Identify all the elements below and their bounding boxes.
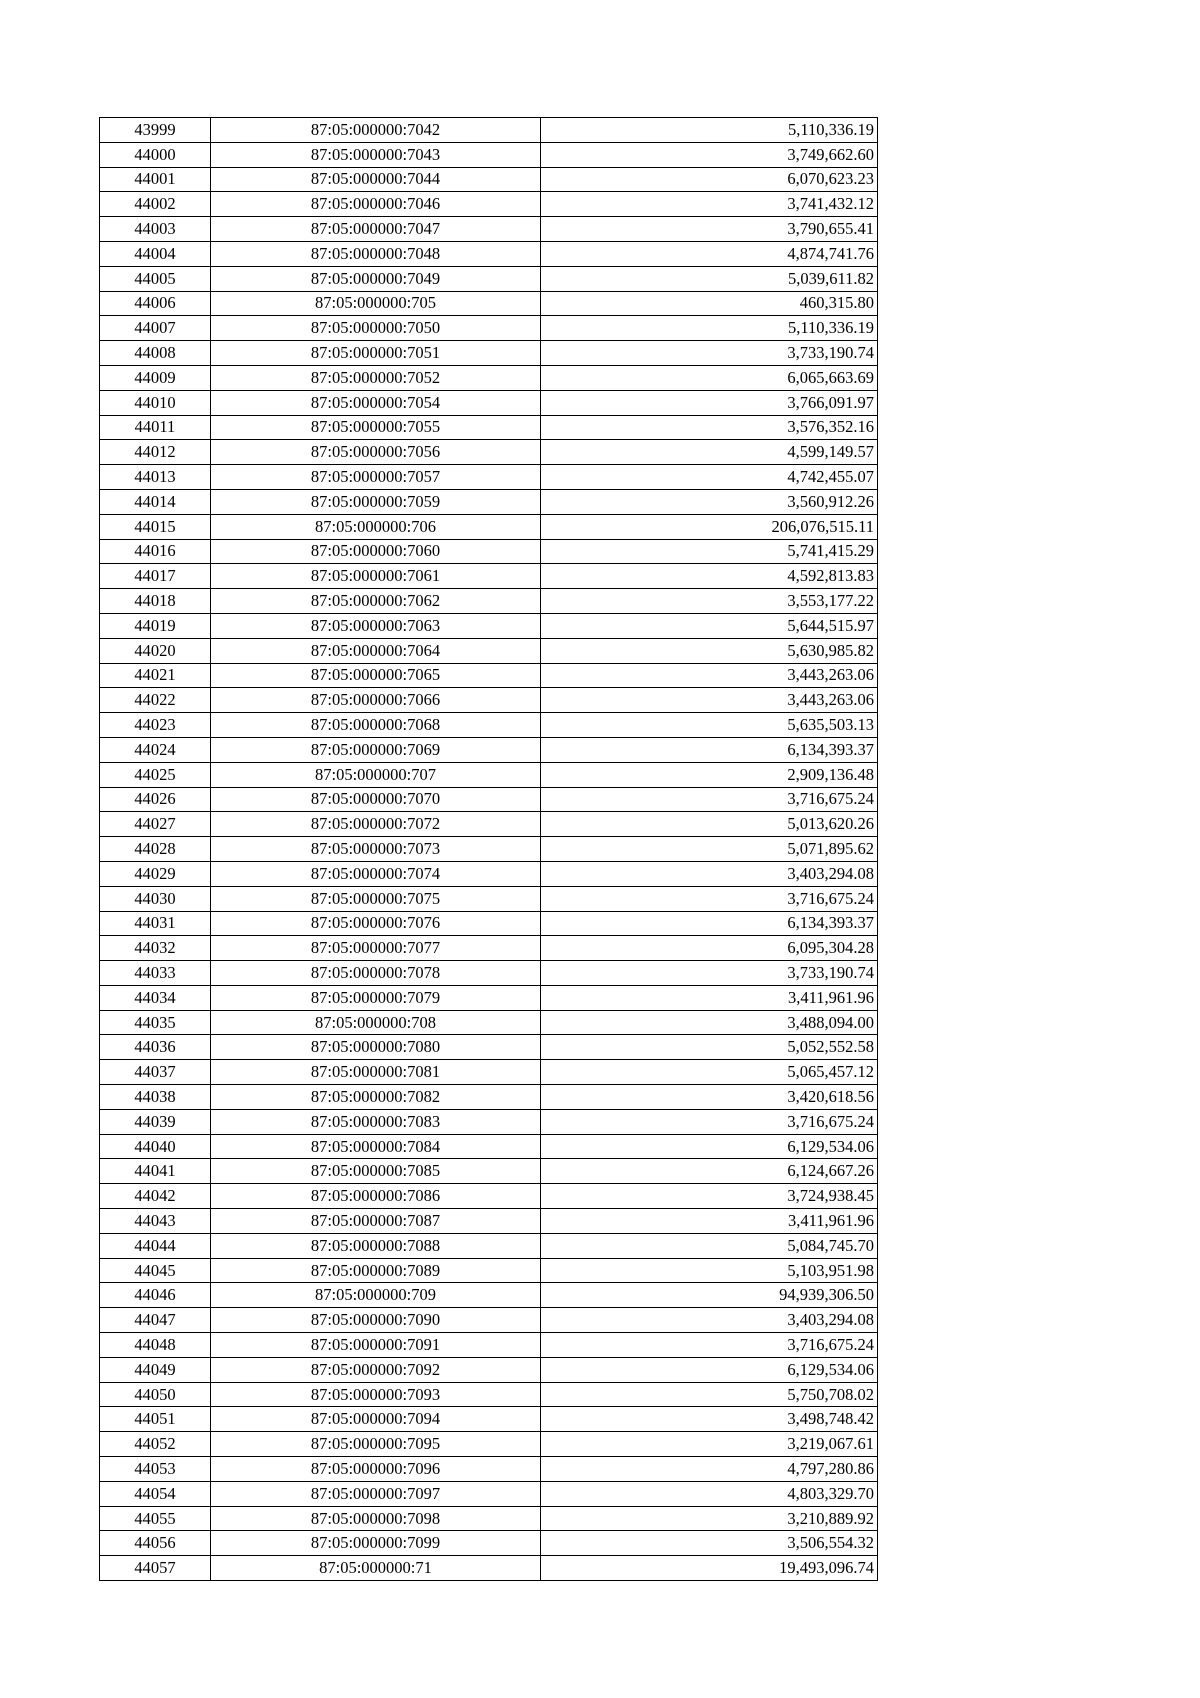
- row-number-cell: 44021: [100, 663, 211, 688]
- row-number-cell: 44036: [100, 1035, 211, 1060]
- value-cell: 3,210,889.92: [541, 1506, 878, 1531]
- table-row: [100, 440, 878, 465]
- table-row: [100, 266, 878, 291]
- row-number-cell: 44013: [100, 465, 211, 490]
- value-cell: 3,766,091.97: [541, 390, 878, 415]
- cadastral-number-cell: 87:05:000000:7076: [211, 911, 541, 936]
- row-number-cell: 44035: [100, 1010, 211, 1035]
- cadastral-number-cell: 87:05:000000:707: [211, 762, 541, 787]
- value-cell: 3,553,177.22: [541, 589, 878, 614]
- cadastral-number-cell: 87:05:000000:7092: [211, 1357, 541, 1382]
- row-number-cell: 44045: [100, 1258, 211, 1283]
- cadastral-number-cell: 87:05:000000:7080: [211, 1035, 541, 1060]
- value-cell: 3,716,675.24: [541, 787, 878, 812]
- value-cell: 4,797,280.86: [541, 1457, 878, 1482]
- value-cell: 6,134,393.37: [541, 737, 878, 762]
- row-number-cell: 44040: [100, 1134, 211, 1159]
- value-cell: 6,095,304.28: [541, 936, 878, 961]
- row-number-cell: 44007: [100, 316, 211, 341]
- cadastral-number-cell: 87:05:000000:7055: [211, 415, 541, 440]
- value-cell: 3,443,263.06: [541, 663, 878, 688]
- cadastral-number-cell: 87:05:000000:71: [211, 1556, 541, 1581]
- table-row: [100, 1159, 878, 1184]
- row-number-cell: 44048: [100, 1333, 211, 1358]
- cadastral-number-cell: 87:05:000000:7097: [211, 1481, 541, 1506]
- row-number-cell: 44022: [100, 688, 211, 713]
- cadastral-number-cell: 87:05:000000:7049: [211, 266, 541, 291]
- cadastral-number-cell: 87:05:000000:7070: [211, 787, 541, 812]
- value-cell: 94,939,306.50: [541, 1283, 878, 1308]
- table-row: [100, 489, 878, 514]
- value-cell: 3,741,432.12: [541, 192, 878, 217]
- value-cell: 4,803,329.70: [541, 1481, 878, 1506]
- value-cell: 3,790,655.41: [541, 217, 878, 242]
- row-number-cell: 44042: [100, 1184, 211, 1209]
- value-cell: 5,110,336.19: [541, 118, 878, 143]
- table-row: [100, 762, 878, 787]
- table-row: [100, 167, 878, 192]
- row-number-cell: 44055: [100, 1506, 211, 1531]
- table-row: [100, 365, 878, 390]
- row-number-cell: 44028: [100, 837, 211, 862]
- row-number-cell: 44052: [100, 1432, 211, 1457]
- cadastral-number-cell: 87:05:000000:7069: [211, 737, 541, 762]
- value-cell: 3,733,190.74: [541, 341, 878, 366]
- value-cell: 5,630,985.82: [541, 638, 878, 663]
- row-number-cell: 44041: [100, 1159, 211, 1184]
- value-cell: 3,576,352.16: [541, 415, 878, 440]
- table-row: [100, 1109, 878, 1134]
- value-cell: 3,411,961.96: [541, 985, 878, 1010]
- value-cell: 3,403,294.08: [541, 861, 878, 886]
- table-row: [100, 465, 878, 490]
- row-number-cell: 44032: [100, 936, 211, 961]
- value-cell: 3,219,067.61: [541, 1432, 878, 1457]
- table-row: [100, 514, 878, 539]
- row-number-cell: 44033: [100, 961, 211, 986]
- value-cell: 5,084,745.70: [541, 1233, 878, 1258]
- row-number-cell: 44027: [100, 812, 211, 837]
- table-row: [100, 1556, 878, 1581]
- table-row: [100, 613, 878, 638]
- cadastral-number-cell: 87:05:000000:7083: [211, 1109, 541, 1134]
- cadastral-number-cell: 87:05:000000:7073: [211, 837, 541, 862]
- cadastral-number-cell: 87:05:000000:7066: [211, 688, 541, 713]
- cadastral-number-cell: 87:05:000000:708: [211, 1010, 541, 1035]
- table-row: [100, 1308, 878, 1333]
- value-cell: 5,103,951.98: [541, 1258, 878, 1283]
- table-row: [100, 936, 878, 961]
- row-number-cell: 44009: [100, 365, 211, 390]
- row-number-cell: 44015: [100, 514, 211, 539]
- value-cell: 3,716,675.24: [541, 1109, 878, 1134]
- value-cell: 5,071,895.62: [541, 837, 878, 862]
- row-number-cell: 44016: [100, 539, 211, 564]
- cadastral-number-cell: 87:05:000000:7077: [211, 936, 541, 961]
- value-cell: 6,129,534.06: [541, 1134, 878, 1159]
- value-cell: 5,750,708.02: [541, 1382, 878, 1407]
- row-number-cell: 44020: [100, 638, 211, 663]
- value-cell: 3,443,263.06: [541, 688, 878, 713]
- cadastral-value-table: [99, 117, 878, 1581]
- value-cell: 3,733,190.74: [541, 961, 878, 986]
- cadastral-number-cell: 87:05:000000:7087: [211, 1209, 541, 1234]
- row-number-cell: 44037: [100, 1060, 211, 1085]
- table-row: [100, 118, 878, 143]
- row-number-cell: 44029: [100, 861, 211, 886]
- table-row: [100, 1432, 878, 1457]
- table-row: [100, 241, 878, 266]
- table-row: [100, 1457, 878, 1482]
- cadastral-number-cell: 87:05:000000:7082: [211, 1085, 541, 1110]
- cadastral-number-cell: 87:05:000000:7050: [211, 316, 541, 341]
- value-cell: 4,592,813.83: [541, 564, 878, 589]
- row-number-cell: 44002: [100, 192, 211, 217]
- cadastral-number-cell: 87:05:000000:7046: [211, 192, 541, 217]
- row-number-cell: 44046: [100, 1283, 211, 1308]
- row-number-cell: 44017: [100, 564, 211, 589]
- row-number-cell: 44023: [100, 713, 211, 738]
- table-row: [100, 291, 878, 316]
- table-row: [100, 1258, 878, 1283]
- value-cell: 5,065,457.12: [541, 1060, 878, 1085]
- row-number-cell: 44019: [100, 613, 211, 638]
- table-row: [100, 861, 878, 886]
- value-cell: 6,065,663.69: [541, 365, 878, 390]
- cadastral-number-cell: 87:05:000000:7098: [211, 1506, 541, 1531]
- table-row: [100, 415, 878, 440]
- table-row: [100, 1035, 878, 1060]
- table-row: [100, 1357, 878, 1382]
- cadastral-number-cell: 87:05:000000:7091: [211, 1333, 541, 1358]
- value-cell: 5,039,611.82: [541, 266, 878, 291]
- cadastral-number-cell: 87:05:000000:7068: [211, 713, 541, 738]
- cadastral-number-cell: 87:05:000000:7062: [211, 589, 541, 614]
- row-number-cell: 44026: [100, 787, 211, 812]
- cadastral-number-cell: 87:05:000000:7085: [211, 1159, 541, 1184]
- value-cell: 3,716,675.24: [541, 886, 878, 911]
- table-row: [100, 985, 878, 1010]
- cadastral-number-cell: 87:05:000000:7095: [211, 1432, 541, 1457]
- cadastral-number-cell: 87:05:000000:7093: [211, 1382, 541, 1407]
- cadastral-number-cell: 87:05:000000:7048: [211, 241, 541, 266]
- cadastral-number-cell: 87:05:000000:7084: [211, 1134, 541, 1159]
- table-row: [100, 713, 878, 738]
- row-number-cell: 44047: [100, 1308, 211, 1333]
- row-number-cell: 44003: [100, 217, 211, 242]
- cadastral-number-cell: 87:05:000000:7065: [211, 663, 541, 688]
- row-number-cell: 44008: [100, 341, 211, 366]
- row-number-cell: 44011: [100, 415, 211, 440]
- table-row: [100, 1333, 878, 1358]
- value-cell: 5,052,552.58: [541, 1035, 878, 1060]
- row-number-cell: 44030: [100, 886, 211, 911]
- cadastral-number-cell: 87:05:000000:7060: [211, 539, 541, 564]
- row-number-cell: 44053: [100, 1457, 211, 1482]
- row-number-cell: 44034: [100, 985, 211, 1010]
- value-cell: 3,488,094.00: [541, 1010, 878, 1035]
- table-row: [100, 1010, 878, 1035]
- cadastral-number-cell: 87:05:000000:7054: [211, 390, 541, 415]
- cadastral-number-cell: 87:05:000000:7088: [211, 1233, 541, 1258]
- row-number-cell: 44043: [100, 1209, 211, 1234]
- row-number-cell: 44025: [100, 762, 211, 787]
- table-row: [100, 1134, 878, 1159]
- cadastral-number-cell: 87:05:000000:7090: [211, 1308, 541, 1333]
- value-cell: 3,411,961.96: [541, 1209, 878, 1234]
- table-row: [100, 1060, 878, 1085]
- value-cell: 6,124,667.26: [541, 1159, 878, 1184]
- table-row: [100, 737, 878, 762]
- value-cell: 5,013,620.26: [541, 812, 878, 837]
- table-row: [100, 341, 878, 366]
- table-row: [100, 316, 878, 341]
- table-row: [100, 837, 878, 862]
- cadastral-number-cell: 87:05:000000:7081: [211, 1060, 541, 1085]
- table-row: [100, 142, 878, 167]
- value-cell: 2,909,136.48: [541, 762, 878, 787]
- cadastral-number-cell: 87:05:000000:7043: [211, 142, 541, 167]
- table-row: [100, 192, 878, 217]
- cadastral-number-cell: 87:05:000000:7086: [211, 1184, 541, 1209]
- value-cell: 5,741,415.29: [541, 539, 878, 564]
- row-number-cell: 44056: [100, 1531, 211, 1556]
- cadastral-number-cell: 87:05:000000:7089: [211, 1258, 541, 1283]
- value-cell: 6,134,393.37: [541, 911, 878, 936]
- row-number-cell: 44049: [100, 1357, 211, 1382]
- row-number-cell: 44010: [100, 390, 211, 415]
- cadastral-number-cell: 87:05:000000:7072: [211, 812, 541, 837]
- value-cell: 4,742,455.07: [541, 465, 878, 490]
- table-row: [100, 1209, 878, 1234]
- table-row: [100, 1184, 878, 1209]
- row-number-cell: 44051: [100, 1407, 211, 1432]
- value-cell: 4,874,741.76: [541, 241, 878, 266]
- value-cell: 19,493,096.74: [541, 1556, 878, 1581]
- cadastral-number-cell: 87:05:000000:7079: [211, 985, 541, 1010]
- table-row: [100, 663, 878, 688]
- table-row: [100, 1382, 878, 1407]
- cadastral-number-cell: 87:05:000000:7061: [211, 564, 541, 589]
- row-number-cell: 44050: [100, 1382, 211, 1407]
- table-row: [100, 1085, 878, 1110]
- table-row: [100, 1233, 878, 1258]
- row-number-cell: 44006: [100, 291, 211, 316]
- table-row: [100, 787, 878, 812]
- table-row: [100, 589, 878, 614]
- row-number-cell: 44018: [100, 589, 211, 614]
- value-cell: 5,644,515.97: [541, 613, 878, 638]
- cadastral-number-cell: 87:05:000000:7075: [211, 886, 541, 911]
- value-cell: 5,110,336.19: [541, 316, 878, 341]
- table-body: [100, 118, 878, 1581]
- value-cell: 3,420,618.56: [541, 1085, 878, 1110]
- value-cell: 5,635,503.13: [541, 713, 878, 738]
- table-row: [100, 1407, 878, 1432]
- cadastral-number-cell: 87:05:000000:7059: [211, 489, 541, 514]
- table-row: [100, 564, 878, 589]
- cadastral-number-cell: 87:05:000000:7052: [211, 365, 541, 390]
- table-row: [100, 961, 878, 986]
- table-row: [100, 390, 878, 415]
- row-number-cell: 44054: [100, 1481, 211, 1506]
- cadastral-number-cell: 87:05:000000:7094: [211, 1407, 541, 1432]
- row-number-cell: 44057: [100, 1556, 211, 1581]
- row-number-cell: 44038: [100, 1085, 211, 1110]
- cadastral-number-cell: 87:05:000000:7096: [211, 1457, 541, 1482]
- value-cell: 206,076,515.11: [541, 514, 878, 539]
- row-number-cell: 44044: [100, 1233, 211, 1258]
- value-cell: 3,498,748.42: [541, 1407, 878, 1432]
- value-cell: 3,749,662.60: [541, 142, 878, 167]
- value-cell: 460,315.80: [541, 291, 878, 316]
- value-cell: 3,403,294.08: [541, 1308, 878, 1333]
- table-row: [100, 1283, 878, 1308]
- value-cell: 3,506,554.32: [541, 1531, 878, 1556]
- value-cell: 6,070,623.23: [541, 167, 878, 192]
- cadastral-number-cell: 87:05:000000:7078: [211, 961, 541, 986]
- table-row: [100, 812, 878, 837]
- cadastral-number-cell: 87:05:000000:7042: [211, 118, 541, 143]
- cadastral-number-cell: 87:05:000000:706: [211, 514, 541, 539]
- cadastral-number-cell: 87:05:000000:7063: [211, 613, 541, 638]
- row-number-cell: 43999: [100, 118, 211, 143]
- value-cell: 3,716,675.24: [541, 1333, 878, 1358]
- table-row: [100, 1531, 878, 1556]
- cadastral-number-cell: 87:05:000000:7051: [211, 341, 541, 366]
- cadastral-number-cell: 87:05:000000:7057: [211, 465, 541, 490]
- row-number-cell: 44039: [100, 1109, 211, 1134]
- cadastral-number-cell: 87:05:000000:7074: [211, 861, 541, 886]
- cadastral-number-cell: 87:05:000000:7044: [211, 167, 541, 192]
- table-row: [100, 1481, 878, 1506]
- value-cell: 6,129,534.06: [541, 1357, 878, 1382]
- row-number-cell: 44001: [100, 167, 211, 192]
- row-number-cell: 44024: [100, 737, 211, 762]
- row-number-cell: 44004: [100, 241, 211, 266]
- cadastral-number-cell: 87:05:000000:7099: [211, 1531, 541, 1556]
- table-row: [100, 911, 878, 936]
- table-row: [100, 1506, 878, 1531]
- table-row: [100, 539, 878, 564]
- cadastral-number-cell: 87:05:000000:7047: [211, 217, 541, 242]
- cadastral-number-cell: 87:05:000000:7064: [211, 638, 541, 663]
- cadastral-number-cell: 87:05:000000:705: [211, 291, 541, 316]
- row-number-cell: 44000: [100, 142, 211, 167]
- row-number-cell: 44031: [100, 911, 211, 936]
- row-number-cell: 44012: [100, 440, 211, 465]
- value-cell: 3,724,938.45: [541, 1184, 878, 1209]
- value-cell: 4,599,149.57: [541, 440, 878, 465]
- value-cell: 3,560,912.26: [541, 489, 878, 514]
- row-number-cell: 44014: [100, 489, 211, 514]
- cadastral-number-cell: 87:05:000000:7056: [211, 440, 541, 465]
- table-row: [100, 638, 878, 663]
- table-row: [100, 886, 878, 911]
- row-number-cell: 44005: [100, 266, 211, 291]
- cadastral-number-cell: 87:05:000000:709: [211, 1283, 541, 1308]
- table-row: [100, 217, 878, 242]
- table-row: [100, 688, 878, 713]
